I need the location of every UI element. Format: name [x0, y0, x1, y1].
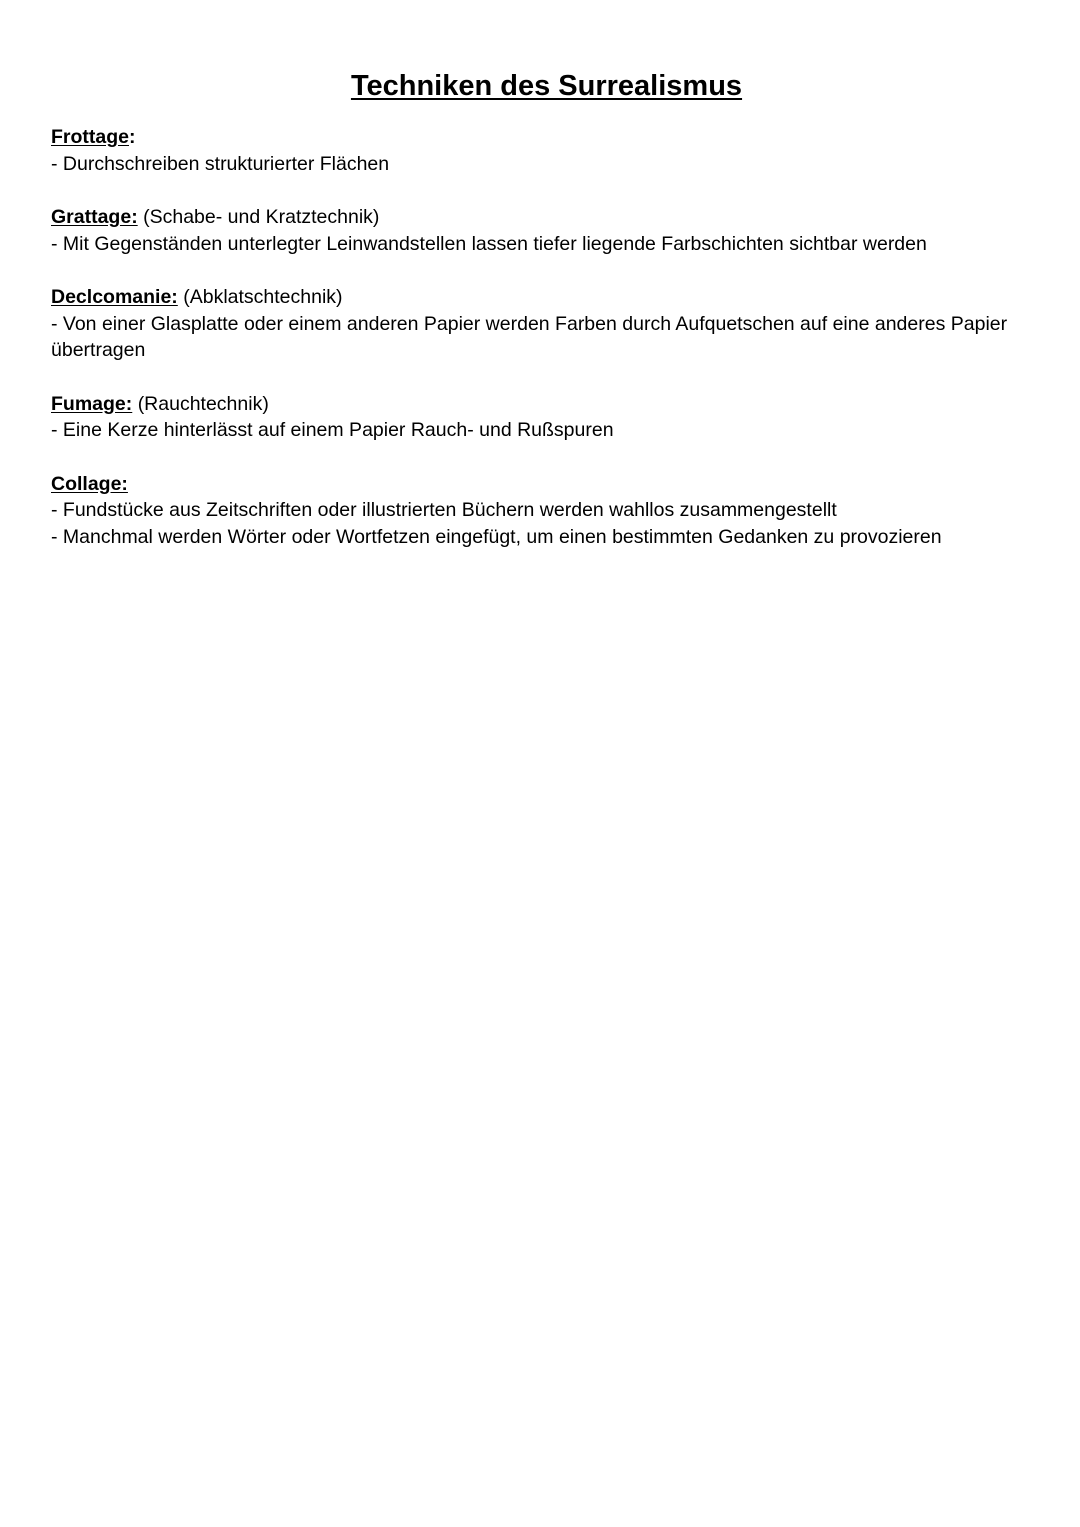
section-heading	[51, 471, 1041, 498]
section-frottage	[51, 124, 1041, 177]
list-item: - Manchmal werden Wörter oder Wortfetzen eingefügt, um einen bestimmten Gedanken zu provozieren	[51, 525, 942, 548]
term-colon: :	[129, 126, 136, 148]
section-grattage	[51, 204, 1041, 257]
list-item: - Von einer Glasplatte oder einem anderen Papier werden Farben durch Aufquetschen auf eine anderes Papier übertragen	[51, 312, 1008, 361]
technique-term: Collage:	[51, 472, 128, 495]
list-item: - Mit Gegenständen unterlegter Leinwandstellen lassen tiefer liegende Farbschichten sichtbar werden	[51, 232, 927, 255]
page-title-text: Techniken des Surrealismus	[350, 70, 743, 102]
section-heading	[51, 204, 1041, 231]
section-heading	[51, 391, 1041, 418]
document-body	[51, 124, 1041, 577]
list-item: - Fundstücke aus Zeitschriften oder illustrierten Büchern werden wahllos zusammengestellt	[51, 499, 837, 521]
page-title	[0, 68, 1080, 104]
list-item: - Eine Kerze hinterlässt auf einem Papier Rauch- und Rußspuren	[51, 419, 614, 441]
technique-term: Declcomanie:	[51, 286, 178, 308]
technique-term: Fumage:	[51, 392, 133, 415]
section-heading	[51, 124, 1041, 151]
technique-note: (Abklatschtechnik)	[183, 286, 343, 308]
section-decalcomanie	[51, 284, 1041, 364]
section-heading	[51, 284, 1041, 311]
section-fumage	[51, 391, 1041, 444]
technique-term: Frottage	[51, 126, 129, 148]
technique-note: (Rauchtechnik)	[137, 392, 269, 415]
section-collage	[51, 471, 1041, 551]
technique-term: Grattage:	[51, 206, 138, 228]
list-item: - Durchschreiben strukturierter Flächen	[51, 152, 390, 175]
technique-note: (Schabe- und Kratztechnik)	[143, 206, 380, 228]
